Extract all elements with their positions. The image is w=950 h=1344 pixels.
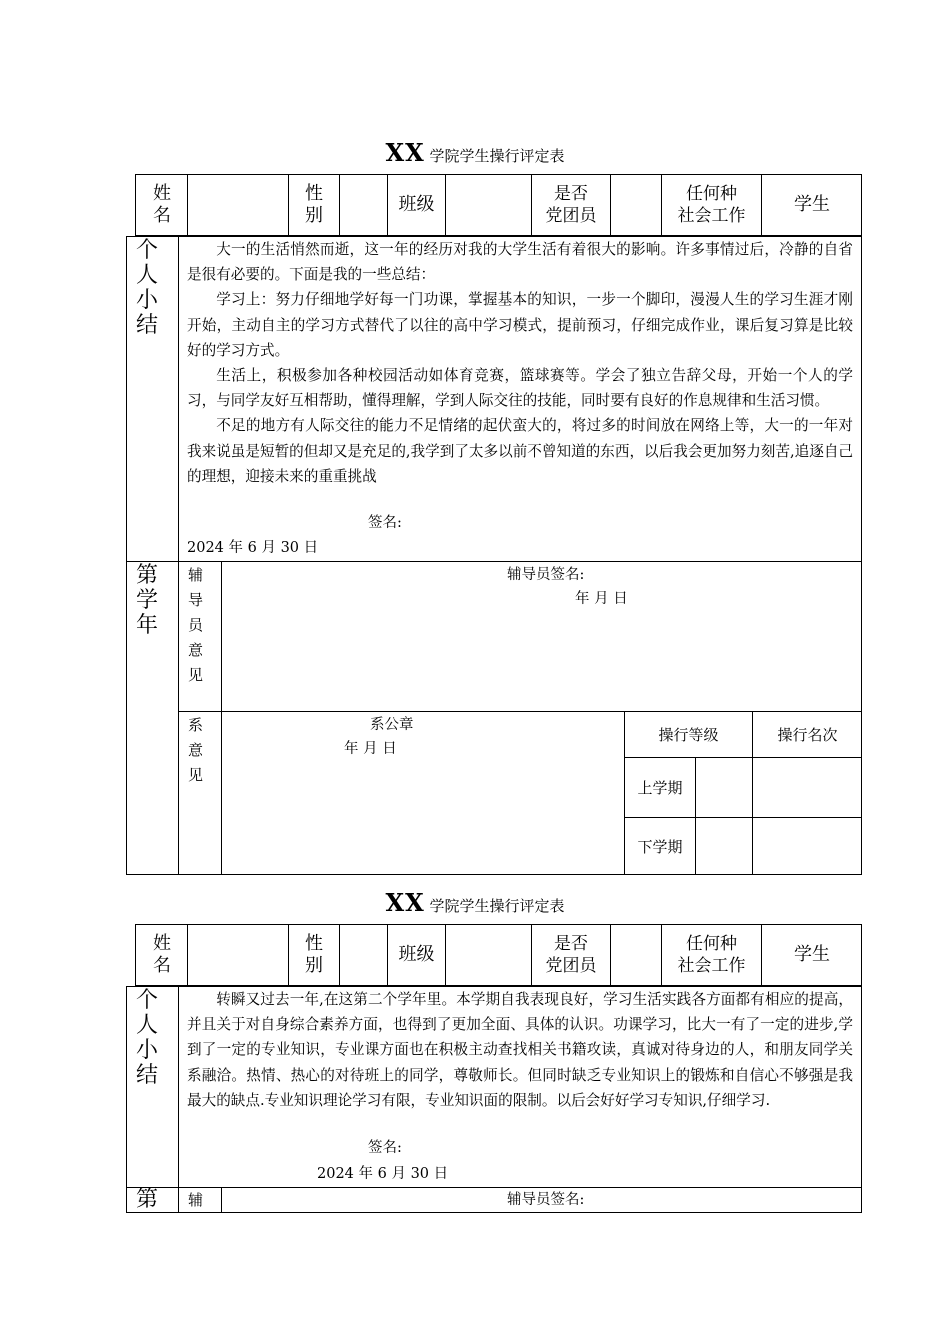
form2-summary-label: 个人小结	[136, 988, 159, 1088]
form2-counselor-label: 辅	[188, 1191, 204, 1209]
form1-work-label	[662, 175, 761, 235]
form2-party-label-2: 党团员	[545, 956, 597, 976]
form1-dept-date: 年 月 日	[344, 741, 397, 757]
form1-counselor-sign: 辅导员签名:	[507, 567, 585, 583]
form2-party-label	[532, 925, 610, 985]
form1-summary-label: 个人小结	[136, 238, 159, 338]
form2-work-label-1: 任何种	[686, 934, 737, 954]
form2-party-label-1: 是否	[554, 934, 588, 954]
form1-title	[0, 138, 950, 167]
form1-class-label: 班级	[398, 194, 435, 215]
form1-work-label-2: 社会工作	[677, 206, 746, 226]
form2-gender-label: 性别	[305, 933, 323, 976]
form1-term1-rank[interactable]	[753, 758, 862, 817]
form2-party-value[interactable]	[611, 925, 661, 985]
form1-term2-label: 下学期	[637, 837, 683, 856]
form1-summary-paragraph: 生活上，积极参加各种校园活动如体育竞赛，篮球赛等。学会了独立告辞父母，开始一个人的学习，与同学友好互相帮助，懂得理解，学到人际交往的技能，同时要有良好的作息规律和生活习惯。	[187, 367, 853, 410]
form1-party-value[interactable]	[611, 175, 661, 235]
form1-year-label: 第学年	[136, 563, 159, 638]
form2-title-text: 学院学生操行评定表	[429, 897, 565, 915]
form1-term1-label: 上学期	[637, 778, 683, 797]
form1-party-label-2: 党团员	[545, 206, 597, 226]
form1-title-xx: XX	[385, 138, 425, 167]
form2-gender-value[interactable]	[340, 925, 387, 985]
form2-title	[0, 888, 950, 917]
form1-rank-label: 操行名次	[777, 725, 838, 744]
form2-class-label: 班级	[398, 944, 435, 965]
form1-party-label-1: 是否	[554, 184, 588, 204]
form1-term1-grade[interactable]	[696, 758, 752, 817]
form1-term2-grade[interactable]	[696, 818, 752, 875]
form1-work-label-1: 任何种	[686, 184, 737, 204]
form1-term2-rank[interactable]	[753, 818, 862, 875]
form1-counselor-label: 辅导员意见	[188, 566, 204, 684]
form2-year-label: 第	[136, 1187, 159, 1212]
form2-sign-date: 2024 年 6 月 30 日	[317, 1166, 449, 1182]
form2-title-xx: XX	[385, 888, 425, 917]
form1-student-label: 学生	[794, 194, 830, 215]
form2-class-value[interactable]	[446, 925, 531, 985]
form2-sign-label: 签名:	[368, 1140, 402, 1156]
form1-class-value[interactable]	[446, 175, 531, 235]
form1-name-value[interactable]	[188, 175, 288, 235]
form1-summary-paragraph: 大一的生活悄然而逝，这一年的经历对我的大学生活有着很大的影响。许多事情过后，冷静的自省是很有必要的。下面是我的一些总结：	[187, 241, 853, 284]
form1-sign-label: 签名:	[368, 515, 402, 531]
form1-summary-text	[187, 237, 853, 489]
form1-summary-paragraph: 学习上：努力仔细地学好每一门功课，掌握基本的知识，一步一个脚印，漫漫人生的学习生涯才刚开始，主动自主的学习方式替代了以往的高中学习模式，提前预习，仔细完成作业，课后复习算是比较好的学习方式。	[187, 291, 853, 359]
form1-gender-label: 性别	[305, 183, 323, 226]
form1-dept-seal: 系公章	[370, 717, 414, 733]
form1-gender-value[interactable]	[340, 175, 387, 235]
form2-work-label-2: 社会工作	[677, 956, 746, 976]
form1-sign-date: 2024 年 6 月 30 日	[187, 540, 319, 556]
form1-grade-label: 操行等级	[658, 725, 719, 744]
form2-summary-paragraph: 转瞬又过去一年,在这第二个学年里。本学期自我表现良好，学习生活实践各方面都有相应的提高，并且关于对自身综合素养方面，也得到了更加全面、具体的认识。功课学习，比大一有了一定的进步,学到了一定的专业知识，专业课方面也在积极主动查找相关书籍攻读，真诚对待身边的人，和朋友同学关系融洽。热情、热心的对待班上的同学，尊敬师长。但同时缺乏专业知识上的锻炼和自信心不够强是我最大的缺点.专业知识理论学习有限，专业知识面的限制。以后会好好学习专知识,仔细学习.	[187, 991, 853, 1109]
form2-summary-text	[187, 987, 853, 1113]
form1-title-text: 学院学生操行评定表	[429, 147, 565, 165]
form2-name-value[interactable]	[188, 925, 288, 985]
form1-dept-label: 系意见	[188, 716, 204, 784]
form2-name-label: 姓名	[153, 933, 171, 976]
form1-party-label	[532, 175, 610, 235]
form1-name-label: 姓名	[153, 183, 171, 226]
form1-counselor-date: 年 月 日	[575, 591, 628, 607]
form2-student-label: 学生	[794, 944, 830, 965]
form2-work-label	[662, 925, 761, 985]
form2-counselor-sign: 辅导员签名:	[507, 1192, 585, 1208]
form1-summary-paragraph: 不足的地方有人际交往的能力不足情绪的起伏蛮大的，将过多的时间放在网络上等，大一的一年对我来说虽是短暂的但却又是充足的,我学到了太多以前不曾知道的东西，以后我会更加努力刻苦,追逐自己的理想，迎接未来的重重挑战	[187, 417, 854, 485]
